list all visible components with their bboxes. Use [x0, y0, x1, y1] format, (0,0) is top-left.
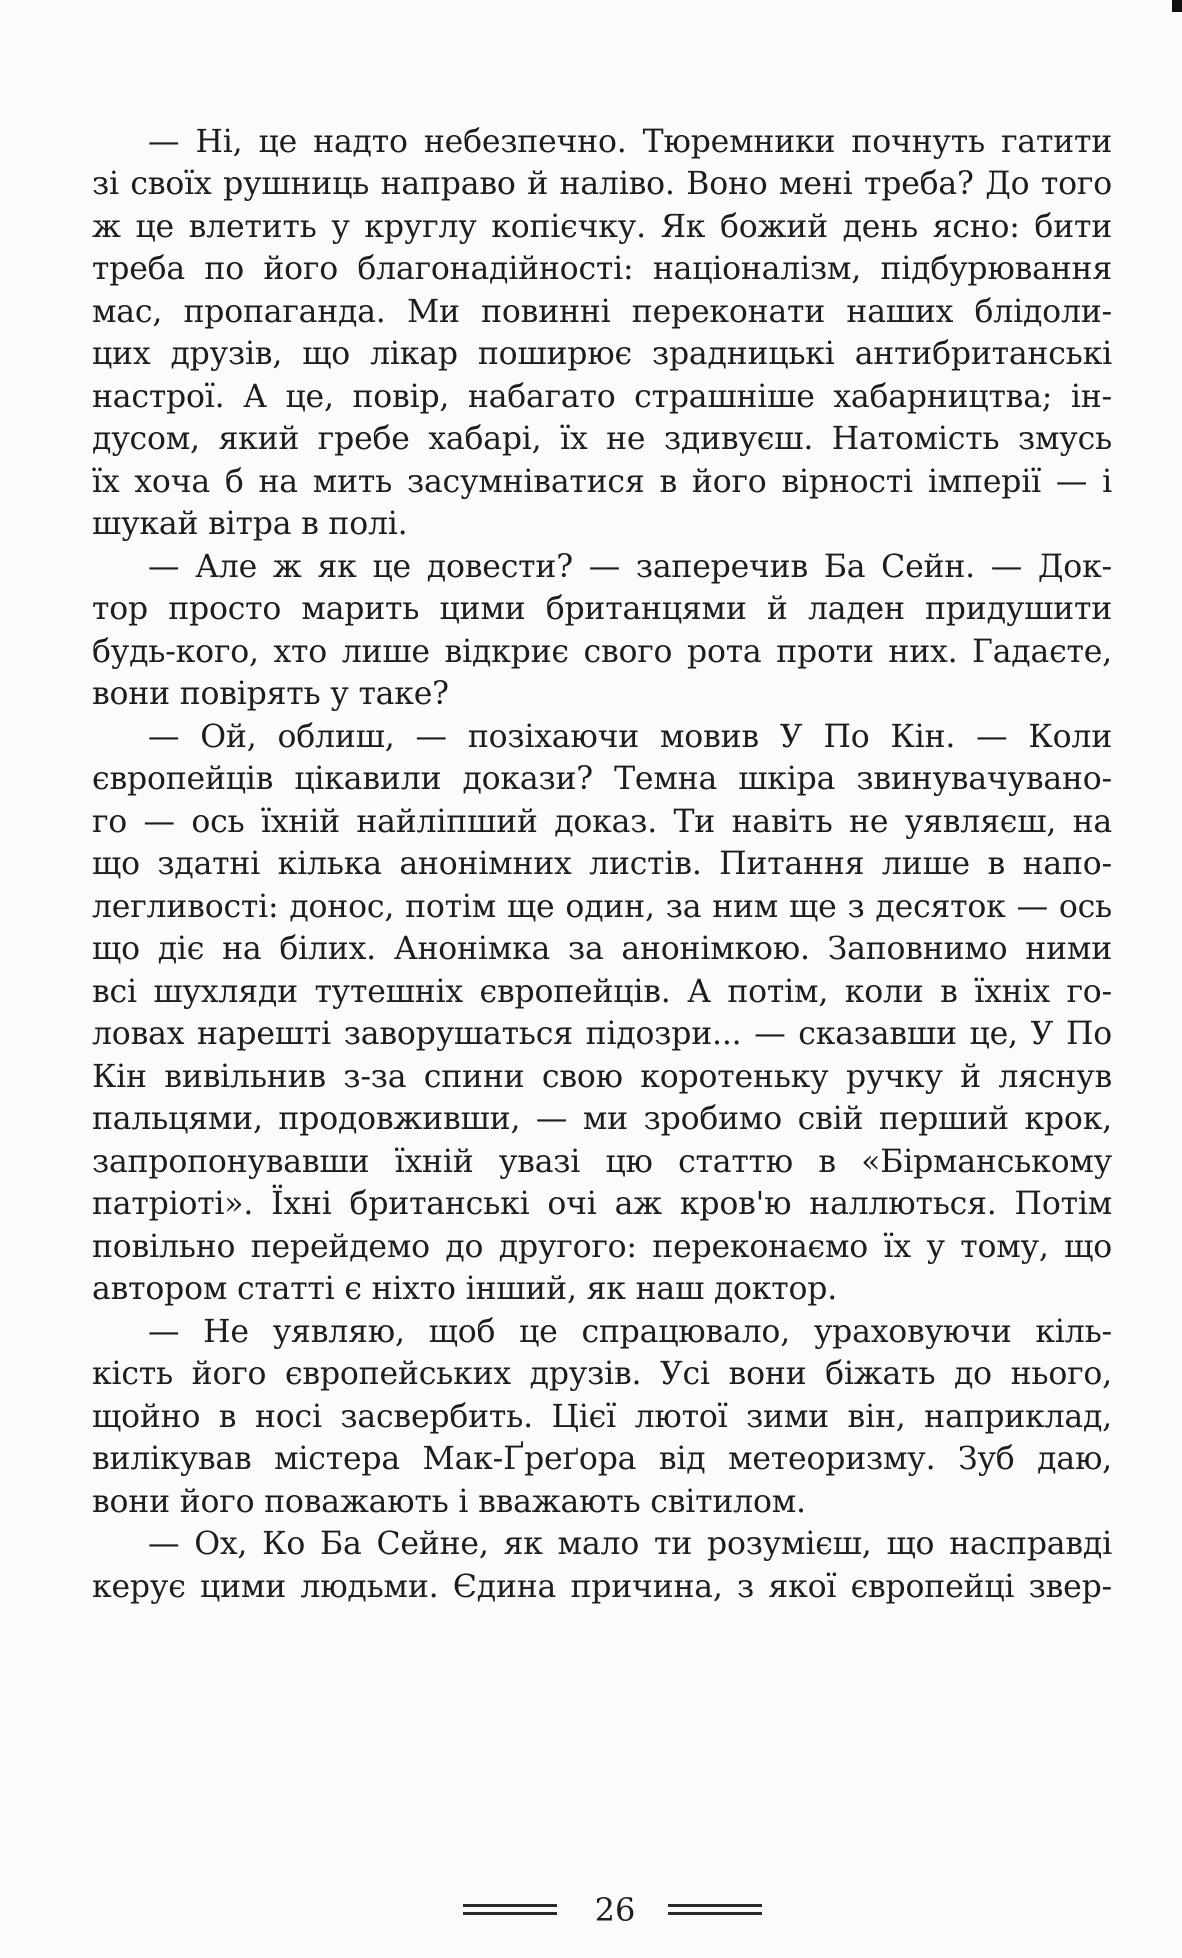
- text-line: будь-кого, хто лише відкриє свого рота проти них. Гадаєте,: [92, 634, 1112, 670]
- text-line: вилікував містера Мак-Ґреґора від метеоризму. Зуб даю,: [92, 1441, 1112, 1477]
- text-line: автором статті є ніхто інший, як наш доктор.: [92, 1271, 838, 1307]
- text-line: патріоті». Їхні британські очі аж кров'ю наллються. Потім: [92, 1186, 1112, 1222]
- text-line: мас, пропаганда. Ми повинні переконати наших блідоли-: [92, 294, 1112, 330]
- text-line: щойно в носі засвербить. Цієї лютої зими він, наприклад,: [92, 1399, 1112, 1435]
- text-line: — Але ж як це довести? — заперечив Ба Сейн. — Док-: [148, 549, 1112, 585]
- text-line: легливості: донос, потім ще один, за ним ще з десяток — ось: [92, 889, 1112, 925]
- footer-rule-right: [668, 1904, 762, 1915]
- text-line: кість його європейських друзів. Усі вони біжать до нього,: [92, 1356, 1112, 1392]
- text-line: — Ні, це надто небезпечно. Тюремники почнуть гатити: [148, 124, 1112, 160]
- footer-rule-left: [463, 1904, 557, 1915]
- text-line: — Ой, облиш, — позіхаючи мовив У По Кін. — Коли: [148, 719, 1112, 755]
- text-line: Кін вивільнив з-за спини свою коротеньку ручку й ляснув: [92, 1059, 1112, 1095]
- text-line: — Ох, Ко Ба Сейне, як мало ти розумієш, що насправді: [148, 1526, 1112, 1562]
- text-line: європейців цікавили докази? Темна шкіра звинувачувано-: [92, 761, 1112, 797]
- text-line: го — ось їхній найліпший доказ. Ти навіть не уявляєш, на: [92, 804, 1112, 840]
- page-number: 26: [594, 1891, 636, 1929]
- text-line: що здатні кілька анонімних листів. Питання лише в напо-: [92, 846, 1112, 882]
- text-line: ловах нарешті заворушаться підозри... — сказавши це, У По: [92, 1016, 1112, 1052]
- text-line: всі шухляди тутешніх європейців. А потім, коли в їхніх го-: [92, 974, 1112, 1010]
- text-line: керує цими людьми. Єдина причина, з якої європейці звер-: [92, 1569, 1112, 1605]
- text-line: пальцями, продовживши, — ми зробимо свій перший крок,: [92, 1101, 1112, 1137]
- text-line: що діє на білих. Анонімка за анонімкою. Заповнимо ними: [92, 931, 1112, 967]
- text-line: треба по його благонадійності: націоналізм, підбурювання: [92, 251, 1112, 287]
- text-line: ж це влетить у круглу копієчку. Як божий день ясно: бити: [92, 209, 1112, 245]
- text-line: — Не уявляю, щоб це спрацювало, ураховуючи кіль-: [148, 1314, 1112, 1350]
- text-line: вони його поважають і вважають світилом.: [92, 1484, 806, 1520]
- text-line: їх хоча б на мить засумніватися в його вірності імперії — і: [92, 464, 1112, 500]
- text-line: вони повірять у таке?: [92, 676, 449, 712]
- text-line: настрої. А це, повір, набагато страшніше хабарництва; ін-: [92, 379, 1112, 415]
- page-footer: [0, 1885, 1182, 1935]
- text-line: зі своїх рушниць направо й наліво. Воно мені треба? До того: [92, 166, 1112, 202]
- text-line: цих друзів, що лікар поширює зрадницькі антибританські: [92, 336, 1112, 372]
- text-line: запропонувавши їхній увазі цю статтю в «Бірманському: [92, 1144, 1112, 1180]
- text-line: повільно перейдемо до другого: переконаємо їх у тому, що: [92, 1229, 1112, 1265]
- text-line: тор просто марить цими британцями й ладен придушити: [92, 591, 1112, 627]
- text-line: шукай вітра в полі.: [92, 506, 408, 542]
- text-line: дусом, який гребе хабарі, їх не здивуєш. Натомість змусь: [92, 421, 1112, 457]
